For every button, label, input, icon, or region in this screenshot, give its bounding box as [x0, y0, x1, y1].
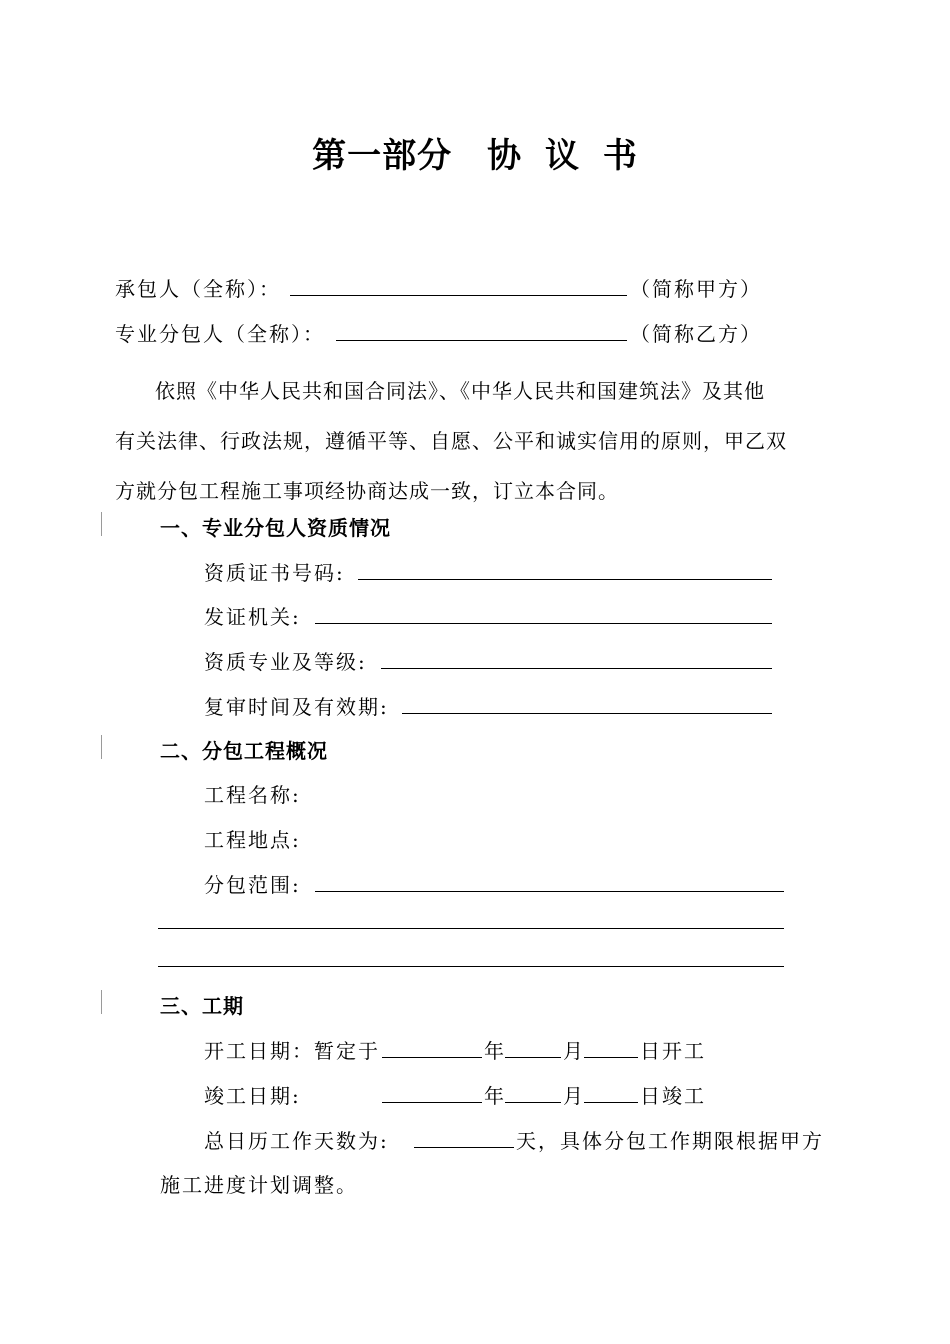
end-day-field[interactable] [584, 1102, 638, 1103]
contractor-suffix: （简称甲方） [630, 277, 762, 301]
scope-field-line-2[interactable] [158, 928, 784, 929]
start-month-field[interactable] [505, 1057, 561, 1058]
scope-label: 分包范围: [204, 873, 301, 897]
total-days-line-2: 施工进度计划调整。 [160, 1173, 358, 1197]
end-month-field[interactable] [505, 1102, 561, 1103]
intro-line-3: 方就分包工程施工事项经协商达成一致，订立本合同。 [115, 479, 619, 503]
review-field[interactable] [402, 713, 772, 714]
total-days-label: 总日历工作天数为: [204, 1129, 389, 1153]
section-marker [101, 512, 102, 536]
end-date-label: 竣工日期: [204, 1084, 301, 1108]
scope-field[interactable] [315, 891, 784, 892]
subcontractor-suffix: （简称乙方） [630, 322, 762, 346]
specialty-label: 资质专业及等级: [204, 650, 367, 674]
section-marker [101, 990, 102, 1014]
subcontractor-label: 专业分包人（全称）： [115, 322, 325, 346]
intro-line-2: 有关法律、行政法规，遵循平等、自愿、公平和诚实信用的原则，甲乙双 [115, 429, 787, 453]
start-day-field[interactable] [584, 1057, 638, 1058]
total-days-suffix: 天，具体分包工作期限根据甲方 [516, 1129, 824, 1153]
section-2-heading: 二、分包工程概况 [160, 739, 328, 763]
end-suffix: 日竣工 [640, 1084, 706, 1108]
project-location-label: 工程地点: [204, 828, 301, 852]
cert-no-field[interactable] [358, 579, 772, 580]
month-label: 月 [563, 1084, 585, 1108]
section-3-heading: 三、工期 [160, 994, 244, 1018]
project-name-label: 工程名称: [204, 783, 301, 807]
document-title: 第一部分 协 议 书 [312, 136, 638, 176]
year-label: 年 [484, 1084, 506, 1108]
issuer-label: 发证机关: [204, 605, 301, 629]
issuer-field[interactable] [315, 623, 772, 624]
start-suffix: 日开工 [640, 1039, 706, 1063]
scope-field-line-3[interactable] [158, 966, 784, 967]
review-label: 复审时间及有效期: [204, 695, 389, 719]
section-marker [101, 735, 102, 759]
start-year-field[interactable] [382, 1057, 482, 1058]
cert-no-label: 资质证书号码: [204, 561, 345, 585]
start-date-label: 开工日期：暂定于 [204, 1039, 380, 1063]
subcontractor-name-field[interactable] [336, 340, 627, 341]
end-year-field[interactable] [382, 1102, 482, 1103]
year-label: 年 [484, 1039, 506, 1063]
intro-line-1: 依照《中华人民共和国合同法》、《中华人民共和国建筑法》及其他 [155, 379, 765, 403]
section-1-heading: 一、专业分包人资质情况 [160, 516, 391, 540]
contractor-label: 承包人（全称）： [115, 277, 281, 301]
total-days-field[interactable] [414, 1147, 514, 1148]
specialty-field[interactable] [381, 668, 772, 669]
contractor-name-field[interactable] [290, 295, 627, 296]
month-label: 月 [563, 1039, 585, 1063]
